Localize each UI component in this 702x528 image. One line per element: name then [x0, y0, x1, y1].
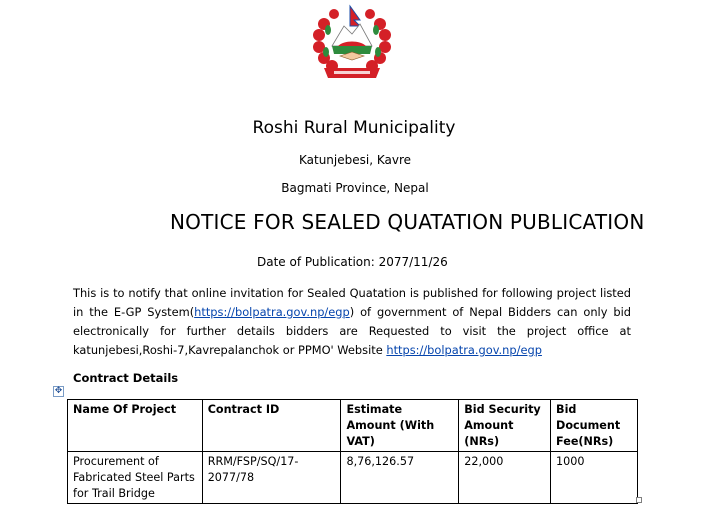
- notice-text-part-2: ) of government of Nepal Bidders can only bid electronically for further details bidders are Requested to visit the project office at katunjebesi,Roshi-7,Kavrepalanchok or PPMO' Website: [73, 305, 631, 357]
- table-resize-handle-icon[interactable]: [636, 497, 642, 503]
- column-header: Name Of Project: [68, 400, 203, 452]
- notice-text-part-1: This is to notify that online invitation for Sealed Quatation is published for following project listed in the E-GP System(: [73, 286, 631, 319]
- publication-date: Date of Publication: 2077/11/26: [257, 255, 448, 269]
- contract-details-heading: Contract Details: [73, 371, 179, 385]
- organization-name: Roshi Rural Municipality: [252, 118, 456, 138]
- nepal-emblem-icon: [310, 2, 394, 82]
- table-cell-bid-security: 22,000: [459, 452, 551, 504]
- table-cell-document-fee: 1000: [551, 452, 638, 504]
- address-line-1: Katunjebesi, Kavre: [298, 153, 412, 167]
- contract-details-table: [67, 399, 638, 504]
- column-header: Bid Document Fee(NRs): [551, 400, 638, 452]
- table-cell-estimate-amount: 8,76,126.57: [341, 452, 459, 504]
- notice-paragraph: [73, 284, 631, 360]
- notice-title: NOTICE FOR SEALED QUATATION PUBLICATION: [170, 210, 645, 234]
- column-header: Estimate Amount (With VAT): [341, 400, 459, 452]
- table-row: [68, 452, 638, 504]
- table-header-row: [68, 400, 638, 452]
- address-line-2: Bagmati Province, Nepal: [281, 181, 429, 195]
- column-header: Contract ID: [202, 400, 341, 452]
- table-move-handle-icon[interactable]: ✥: [54, 386, 63, 396]
- egp-link-2[interactable]: https://bolpatra.gov.np/egp: [386, 343, 542, 357]
- table-cell-project-name: Procurement of Fabricated Steel Parts for Trail Bridge: [68, 452, 203, 504]
- egp-link-1[interactable]: https://bolpatra.gov.np/egp: [194, 305, 350, 319]
- table-cell-contract-id: RRM/FSP/SQ/17-2077/78: [202, 452, 341, 504]
- column-header: Bid Security Amount (NRs): [459, 400, 551, 452]
